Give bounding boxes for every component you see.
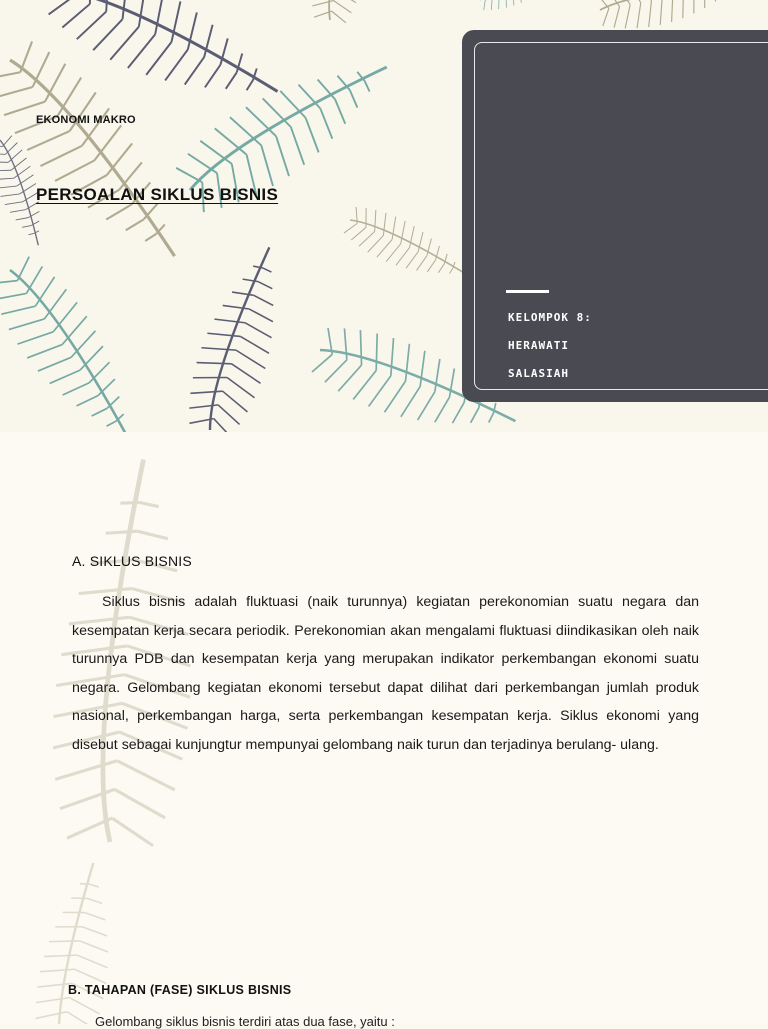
group-label: KELOMPOK 8: bbox=[508, 311, 592, 324]
paragraph-text: Siklus bisnis adalah fluktuasi (naik turunnya) kegiatan perekonomian suatu negara dan kesempatan kerja secara periodik. Perekonomian akan mengalami fluktuasi diindikasikan oleh naik turunnya PDB dan kesempatan kerja yang merupakan indikator perkembangan ekonomi suatu negara. Gelombang kegiatan ekonomi tersebut dapat dilihat dari perkembangan jumlah produk nasional, perkembangan harga, serta perkembangan kesempatan kerja. Siklus ekonomi yang disebut sebagai kunjungtur mempunyai gelombang naik turun dan terjadinya berulang- ulang. bbox=[72, 594, 699, 753]
subject-label: EKONOMI MAKRO bbox=[36, 114, 136, 126]
panel-accent-bar bbox=[506, 290, 549, 293]
page-title: PERSOALAN SIKLUS BISNIS bbox=[36, 185, 279, 204]
section-b-heading: B. TAHAPAN (FASE) SIKLUS BISNIS bbox=[68, 983, 292, 997]
member-name: SALASIAH bbox=[508, 367, 569, 380]
title-slide bbox=[0, 0, 768, 432]
group-panel-frame bbox=[474, 42, 768, 390]
section-a-heading: A. SIKLUS BISNIS bbox=[72, 553, 192, 569]
member-name: HERAWATI bbox=[508, 339, 569, 352]
section-b-first-line: Gelombang siklus bisnis terdiri atas dua fase, yaitu : bbox=[95, 1014, 395, 1029]
section-a-paragraph bbox=[72, 588, 699, 760]
